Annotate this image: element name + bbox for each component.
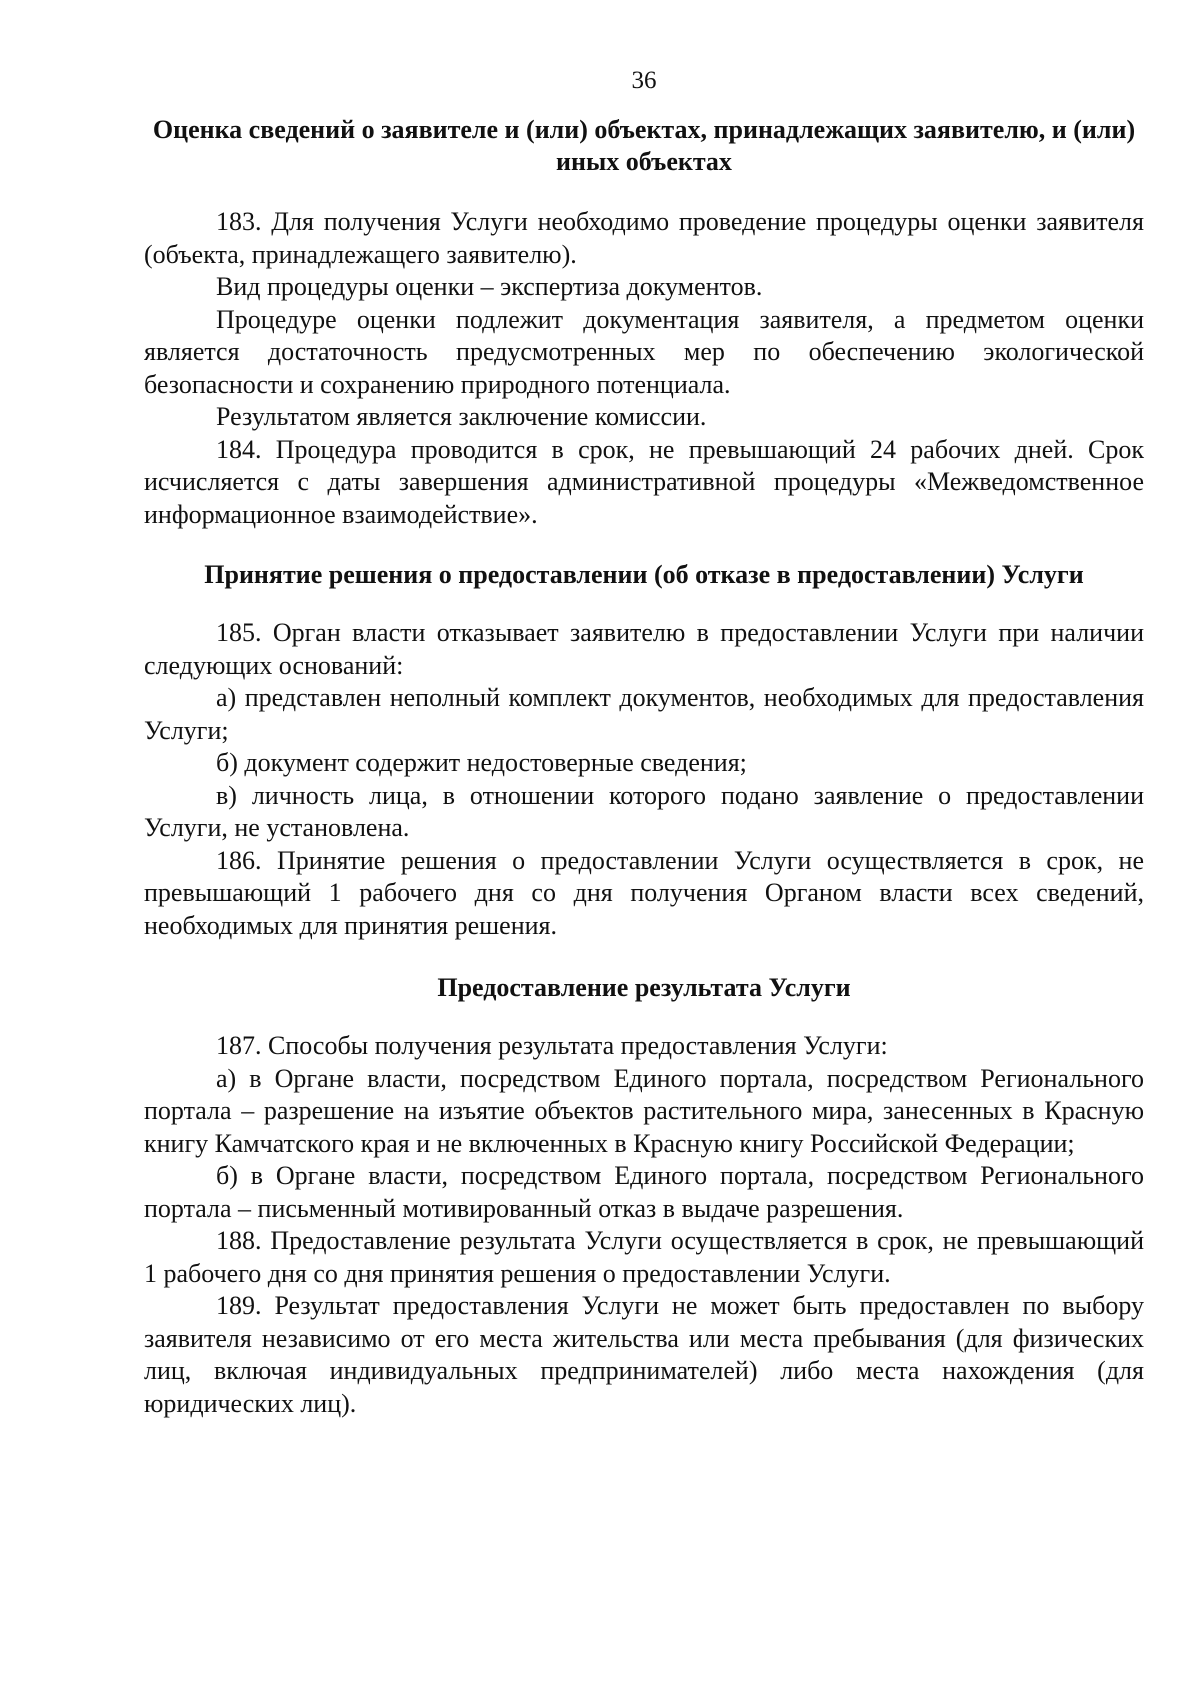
paragraph-184: 184. Процедура проводится в срок, не превышающий 24 рабочих дней. Срок исчисляется с даты завершения административной процедуры «Межведомственное информационное взаимодействие». bbox=[144, 434, 1144, 529]
paragraph-185-v: в) личность лица, в отношении которого подано заявление о предоставлении Услуги, не установлена. bbox=[144, 780, 1144, 842]
paragraph-187-a: а) в Органе власти, посредством Единого портала, посредством Регионального портала – разрешение на изъятие объектов растительного мира, занесенных в Красную книгу Камчатского края и не включенных в Красную книгу Российской Федерации; bbox=[144, 1063, 1144, 1158]
paragraph-187: 187. Способы получения результата предоставления Услуги: bbox=[216, 1031, 888, 1060]
section-applicant-assessment bbox=[144, 114, 1144, 531]
section-decision bbox=[144, 559, 1144, 942]
document-page bbox=[144, 66, 1144, 1420]
paragraph-187-b: б) в Органе власти, посредством Единого портала, посредством Регионального портала – письменный мотивированный отказ в выдаче разрешения. bbox=[144, 1161, 1144, 1223]
section-heading: Оценка сведений о заявителе и (или) объектах, принадлежащих заявителю, и (или) иных объектах bbox=[152, 115, 1136, 176]
paragraph-183: 183. Для получения Услуги необходимо проведение процедуры оценки заявителя (объекта, принадлежащего заявителю). bbox=[144, 207, 1144, 269]
page-number: 36 bbox=[631, 67, 657, 94]
paragraph-188: 188. Предоставление результата Услуги осуществляется в срок, не превышающий 1 рабочего дня со дня принятия решения о предоставлении Услуги. bbox=[144, 1226, 1144, 1288]
paragraph-185-b: б) документ содержит недостоверные сведения; bbox=[216, 748, 747, 777]
section-heading: Предоставление результата Услуги bbox=[437, 973, 851, 1002]
section-result-delivery bbox=[144, 972, 1144, 1420]
paragraph-assessment-subject: Процедуре оценки подлежит документация заявителя, а предметом оценки является достаточность предусмотренных мер по обеспечению экологической безопасности и сохранению природного потенциала. bbox=[144, 304, 1144, 399]
paragraph-185: 185. Орган власти отказывает заявителю в предоставлении Услуги при наличии следующих оснований: bbox=[144, 618, 1144, 680]
paragraph-assessment-type: Вид процедуры оценки – экспертиза документов. bbox=[216, 272, 763, 301]
paragraph-assessment-result: Результатом является заключение комиссии. bbox=[216, 402, 707, 431]
paragraph-185-a: а) представлен неполный комплект документов, необходимых для предоставления Услуги; bbox=[144, 683, 1144, 745]
paragraph-189: 189. Результат предоставления Услуги не может быть предоставлен по выбору заявителя независимо от его места жительства или места пребывания (для физических лиц, включая индивидуальных предпринимателей) либо места нахождения (для юридических лиц). bbox=[144, 1291, 1144, 1418]
paragraph-186: 186. Принятие решения о предоставлении Услуги осуществляется в срок, не превышающий 1 рабочего дня со дня получения Органом власти всех сведений, необходимых для принятия решения. bbox=[144, 845, 1144, 940]
section-heading: Принятие решения о предоставлении (об отказе в предоставлении) Услуги bbox=[204, 560, 1084, 589]
